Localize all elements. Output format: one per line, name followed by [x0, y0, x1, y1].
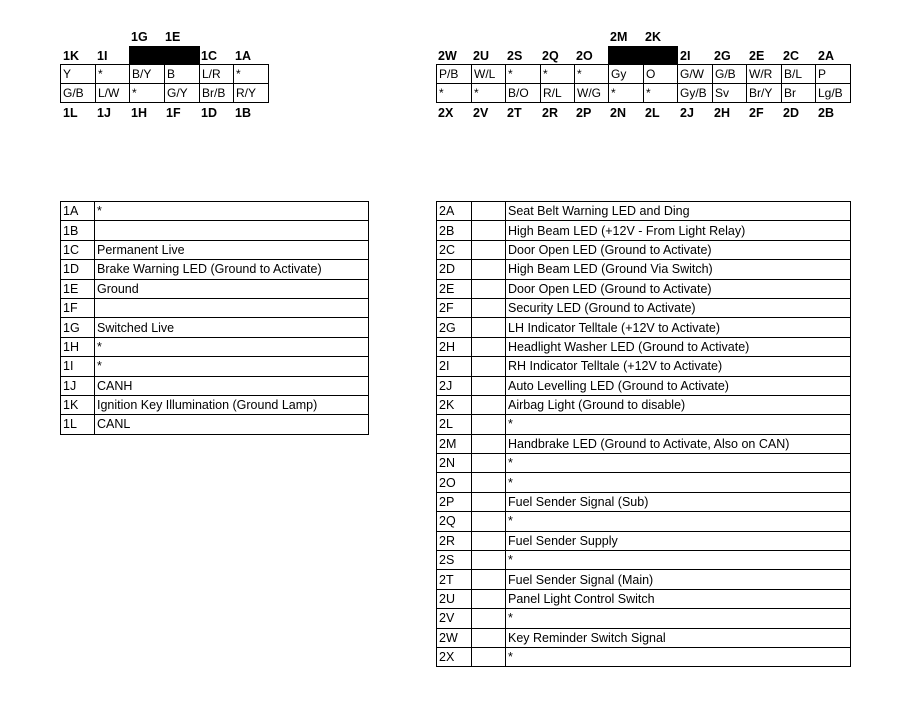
connector1-wire-color: B [165, 65, 200, 84]
pin-description: * [506, 551, 851, 570]
table-row [437, 473, 851, 492]
table-row [61, 395, 369, 414]
pin-id: 1I [61, 357, 95, 376]
pin-description: High Beam LED (Ground Via Switch) [506, 260, 851, 279]
connector2-wire-color: Br [782, 84, 816, 103]
connector1-key-block [130, 47, 165, 65]
connector1-wire-color: * [234, 65, 269, 84]
pin-description: * [95, 337, 369, 356]
pin-description: * [506, 473, 851, 492]
pin-id: 2N [437, 454, 472, 473]
pin-id: 2X [437, 647, 472, 666]
pin-id: 1K [61, 395, 95, 414]
pin-id: 2L [437, 415, 472, 434]
pin-description: Ground [95, 279, 369, 298]
connector2-wire-color: Lg/B [816, 84, 851, 103]
connector2-header-label: 2A [818, 49, 834, 63]
pin-description: Fuel Sender Signal (Main) [506, 570, 851, 589]
pin-description: Fuel Sender Signal (Sub) [506, 492, 851, 511]
pin-description: CANL [95, 415, 369, 434]
table-row [61, 260, 369, 279]
connector2-wire-color: * [472, 84, 506, 103]
connector2-wire-color: * [575, 65, 609, 84]
pin-description: Fuel Sender Supply [506, 531, 851, 550]
pin-id: 2A [437, 202, 472, 221]
table-row [437, 357, 851, 376]
connector1-wire-color: R/Y [234, 84, 269, 103]
connector2-key-block [609, 47, 644, 65]
connector1-wire-color: L/R [200, 65, 234, 84]
pin-id: 2V [437, 609, 472, 628]
connector2-wire-color: * [437, 84, 472, 103]
connector2-wire-color: G/B [713, 65, 747, 84]
table-row [437, 609, 851, 628]
connector1-bottom-label: 1H [131, 106, 147, 120]
table-row [437, 240, 851, 259]
pin-description: * [506, 454, 851, 473]
pin-description: * [506, 512, 851, 531]
table-row [437, 318, 851, 337]
pin-id: 2R [437, 531, 472, 550]
connector1-header-label: 1C [201, 49, 217, 63]
pin-id: 1D [61, 260, 95, 279]
table-row [61, 415, 369, 434]
connector1-top-label: 1G [131, 30, 148, 44]
connector2-wire-color: B/L [782, 65, 816, 84]
connector1-wire-color: B/Y [130, 65, 165, 84]
table-row [437, 647, 851, 666]
connector2-header-label: 2I [680, 49, 691, 63]
table-row [437, 570, 851, 589]
connector1-bottom-label: 1D [201, 106, 217, 120]
connector2-header-label: 2U [473, 49, 489, 63]
connector2-header-label: 2S [507, 49, 523, 63]
table-row [437, 628, 851, 647]
table-row [437, 260, 851, 279]
connector1-bottom-label: 1B [235, 106, 251, 120]
connector2-wire-color: * [609, 84, 644, 103]
connector2-wire-color: * [541, 65, 575, 84]
pin-id: 1F [61, 298, 95, 317]
table-row [437, 415, 851, 434]
table-row [437, 395, 851, 414]
connector2-wire-color: * [506, 65, 541, 84]
connector1-wire-color: L/W [96, 84, 130, 103]
table-row [437, 298, 851, 317]
table-row [61, 221, 369, 240]
table-row [437, 454, 851, 473]
connector2-wire-color: W/L [472, 65, 506, 84]
table-row [437, 551, 851, 570]
pin-description: Door Open LED (Ground to Activate) [506, 279, 851, 298]
connector2-bottom-label: 2L [645, 106, 660, 120]
connector2-bottom-label: 2F [749, 106, 764, 120]
pin-description: Key Reminder Switch Signal [506, 628, 851, 647]
connector2-bottom-label: 2P [576, 106, 592, 120]
pin-id: 2F [437, 298, 472, 317]
table-row [437, 434, 851, 453]
connector2-wire-color: * [644, 84, 678, 103]
table-row [61, 376, 369, 395]
table-row [61, 279, 369, 298]
table-row [61, 298, 369, 317]
table-row [61, 240, 369, 259]
pin-id: 2B [437, 221, 472, 240]
connector2-top-label: 2K [645, 30, 661, 44]
connector1-bottom-label: 1L [63, 106, 78, 120]
pin-id: 2M [437, 434, 472, 453]
pin-description: * [95, 357, 369, 376]
connector2-wire-color: P [816, 65, 851, 84]
connector1-header-label: 1A [235, 49, 251, 63]
pin-id: 1A [61, 202, 95, 221]
connector2-wire-color: O [644, 65, 678, 84]
pin-id: 2O [437, 473, 472, 492]
table-row [437, 531, 851, 550]
pin-id: 1H [61, 337, 95, 356]
pin-id: 2Q [437, 512, 472, 531]
connector2-bottom-label: 2D [783, 106, 799, 120]
connector2-bottom-label: 2N [610, 106, 626, 120]
connector1-wire-color: Y [61, 65, 96, 84]
pin-description: Seat Belt Warning LED and Ding [506, 202, 851, 221]
pin-description: Panel Light Control Switch [506, 589, 851, 608]
pin-id: 2S [437, 551, 472, 570]
pin-description [95, 298, 369, 317]
pin-description: CANH [95, 376, 369, 395]
pin-description: * [506, 415, 851, 434]
pin-description: Ignition Key Illumination (Ground Lamp) [95, 395, 369, 414]
pin-id: 2I [437, 357, 472, 376]
table-row [437, 221, 851, 240]
pin-id: 2D [437, 260, 472, 279]
pin-description: LH Indicator Telltale (+12V to Activate) [506, 318, 851, 337]
table-row [437, 589, 851, 608]
connector1-header-label: 1I [97, 49, 108, 63]
pin-description: * [95, 202, 369, 221]
connector2-wire-color: Gy [609, 65, 644, 84]
connector2-bottom-label: 2H [714, 106, 730, 120]
pin-table-connector2 [436, 201, 851, 667]
connector2-wire-color: P/B [437, 65, 472, 84]
connector1-grid [60, 46, 269, 103]
connector2-wire-color: B/O [506, 84, 541, 103]
connector2-wire-color: G/W [678, 65, 713, 84]
pin-description [95, 221, 369, 240]
table-row [61, 337, 369, 356]
pin-description: Handbrake LED (Ground to Activate, Also on CAN) [506, 434, 851, 453]
connector2-wire-color: Gy/B [678, 84, 713, 103]
table-row [61, 357, 369, 376]
connector2-wire-color: W/G [575, 84, 609, 103]
pin-id: 1G [61, 318, 95, 337]
pin-description: Switched Live [95, 318, 369, 337]
connector2-wire-color: W/R [747, 65, 782, 84]
connector1-bottom-label: 1J [97, 106, 111, 120]
pin-description: Brake Warning LED (Ground to Activate) [95, 260, 369, 279]
connector1-bottom-label: 1F [166, 106, 181, 120]
connector2-header-label: 2W [438, 49, 457, 63]
pin-description: * [506, 647, 851, 666]
connector2-header-label: 2E [749, 49, 765, 63]
pin-description: Headlight Washer LED (Ground to Activate) [506, 337, 851, 356]
pin-id: 2C [437, 240, 472, 259]
pin-description: * [506, 609, 851, 628]
connector1-wire-color: * [96, 65, 130, 84]
connector2-top-label: 2M [610, 30, 628, 44]
table-row [437, 279, 851, 298]
pin-description: High Beam LED (+12V - From Light Relay) [506, 221, 851, 240]
connector2-header-label: 2G [714, 49, 731, 63]
connector2-grid [436, 46, 851, 103]
connector2-header-label: 2C [783, 49, 799, 63]
table-row [437, 376, 851, 395]
connector2-bottom-label: 2X [438, 106, 454, 120]
pin-id: 2E [437, 279, 472, 298]
connector1-top-label: 1E [165, 30, 181, 44]
pin-id: 1J [61, 376, 95, 395]
connector2-bottom-label: 2T [507, 106, 522, 120]
connector1-key-block [165, 47, 200, 65]
pin-description: RH Indicator Telltale (+12V to Activate) [506, 357, 851, 376]
pin-id: 2P [437, 492, 472, 511]
pin-description: Permanent Live [95, 240, 369, 259]
connector2-bottom-label: 2V [473, 106, 489, 120]
table-row [61, 318, 369, 337]
pin-id: 2W [437, 628, 472, 647]
connector2-bottom-label: 2J [680, 106, 694, 120]
pin-id: 2H [437, 337, 472, 356]
pin-id: 2K [437, 395, 472, 414]
pin-description: Airbag Light (Ground to disable) [506, 395, 851, 414]
pin-id: 2J [437, 376, 472, 395]
table-row [437, 202, 851, 221]
pin-id: 2U [437, 589, 472, 608]
pin-description: Security LED (Ground to Activate) [506, 298, 851, 317]
connector2-wire-color: Br/Y [747, 84, 782, 103]
connector1-header-label: 1K [63, 49, 79, 63]
pin-id: 1L [61, 415, 95, 434]
table-row [437, 337, 851, 356]
pin-table-connector1 [60, 201, 369, 435]
pin-description: Auto Levelling LED (Ground to Activate) [506, 376, 851, 395]
pin-description: Door Open LED (Ground to Activate) [506, 240, 851, 259]
connector1-wire-color: G/B [61, 84, 96, 103]
connector1-wire-color: * [130, 84, 165, 103]
connector2-bottom-label: 2B [818, 106, 834, 120]
table-row [61, 202, 369, 221]
connector2-header-label: 2Q [542, 49, 559, 63]
connector2-wire-color: R/L [541, 84, 575, 103]
table-row [437, 492, 851, 511]
connector1-wire-color: G/Y [165, 84, 200, 103]
pin-id: 2T [437, 570, 472, 589]
connector2-wire-color: Sv [713, 84, 747, 103]
pin-id: 1C [61, 240, 95, 259]
table-row [437, 512, 851, 531]
connector2-bottom-label: 2R [542, 106, 558, 120]
pin-id: 1B [61, 221, 95, 240]
connector2-key-block [644, 47, 678, 65]
pin-id: 1E [61, 279, 95, 298]
connector1-wire-color: Br/B [200, 84, 234, 103]
connector2-header-label: 2O [576, 49, 593, 63]
pin-id: 2G [437, 318, 472, 337]
